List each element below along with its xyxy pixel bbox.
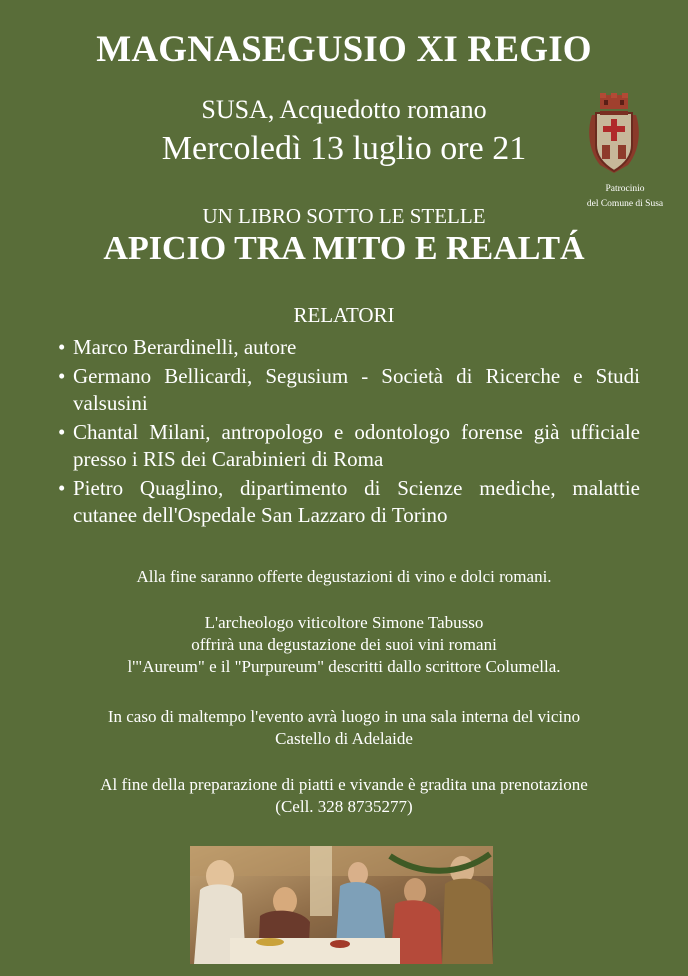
patronage-municipality: del Comune di Susa	[586, 199, 664, 209]
bullet: •	[58, 335, 66, 359]
coat-of-arms-icon	[586, 93, 642, 179]
booking-phone: (Cell. 328 8735277)	[275, 797, 413, 816]
bullet: •	[58, 476, 66, 500]
venue: SUSA, Acquedotto romano	[201, 95, 487, 124]
roman-banquet-painting	[190, 846, 493, 964]
list-item	[58, 363, 640, 417]
booking-paragraph	[0, 774, 688, 818]
speaker-text: Pietro Quaglino, dipartimento di Scienze mediche, malattie cutanee dell'Ospedale San Lazzaro di Torino	[73, 476, 640, 527]
speaker-text: Germano Bellicardi, Segusium - Società di Ricerche e Studi valsusini	[73, 364, 640, 415]
patronage-label: Patrocinio	[605, 184, 645, 194]
list-item	[58, 419, 640, 473]
bullet: •	[58, 420, 66, 444]
speaker-text: Chantal Milani, antropologo e odontologo forense già ufficiale presso i RIS dei Carabinieri di Roma	[73, 420, 640, 471]
tasting-note: Alla fine saranno offerte degustazioni di vino e dolci romani.	[136, 567, 552, 586]
speaker-text: Marco Berardinelli, autore	[73, 335, 297, 359]
wine-paragraph	[0, 612, 688, 678]
book-title: APICIO TRA MITO E REALTÁ	[103, 230, 585, 267]
booking-line: Al fine della preparazione di piatti e vivande è gradita una prenotazione	[100, 775, 588, 794]
bullet: •	[58, 364, 66, 388]
wine-line: l'"Aureum" e il "Purpureum" descritti dallo scrittore Columella.	[127, 657, 561, 676]
event-date: Mercoledì 13 luglio ore 21	[161, 130, 527, 167]
wine-line: offrirà una degustazione dei suoi vini romani	[191, 635, 497, 654]
speakers-list	[58, 334, 640, 531]
event-subtitle: UN LIBRO SOTTO LE STELLE	[202, 204, 486, 228]
list-item	[58, 334, 640, 361]
weather-line: In caso di maltempo l'evento avrà luogo in una sala interna del vicino	[107, 707, 581, 726]
speakers-heading: RELATORI	[293, 303, 395, 327]
list-item	[58, 475, 640, 529]
wine-line: L'archeologo viticoltore Simone Tabusso	[204, 613, 484, 632]
weather-line: Castello di Adelaide	[275, 729, 413, 748]
weather-paragraph	[0, 706, 688, 750]
event-series-title: MAGNASEGUSIO XI REGIO	[96, 29, 592, 70]
